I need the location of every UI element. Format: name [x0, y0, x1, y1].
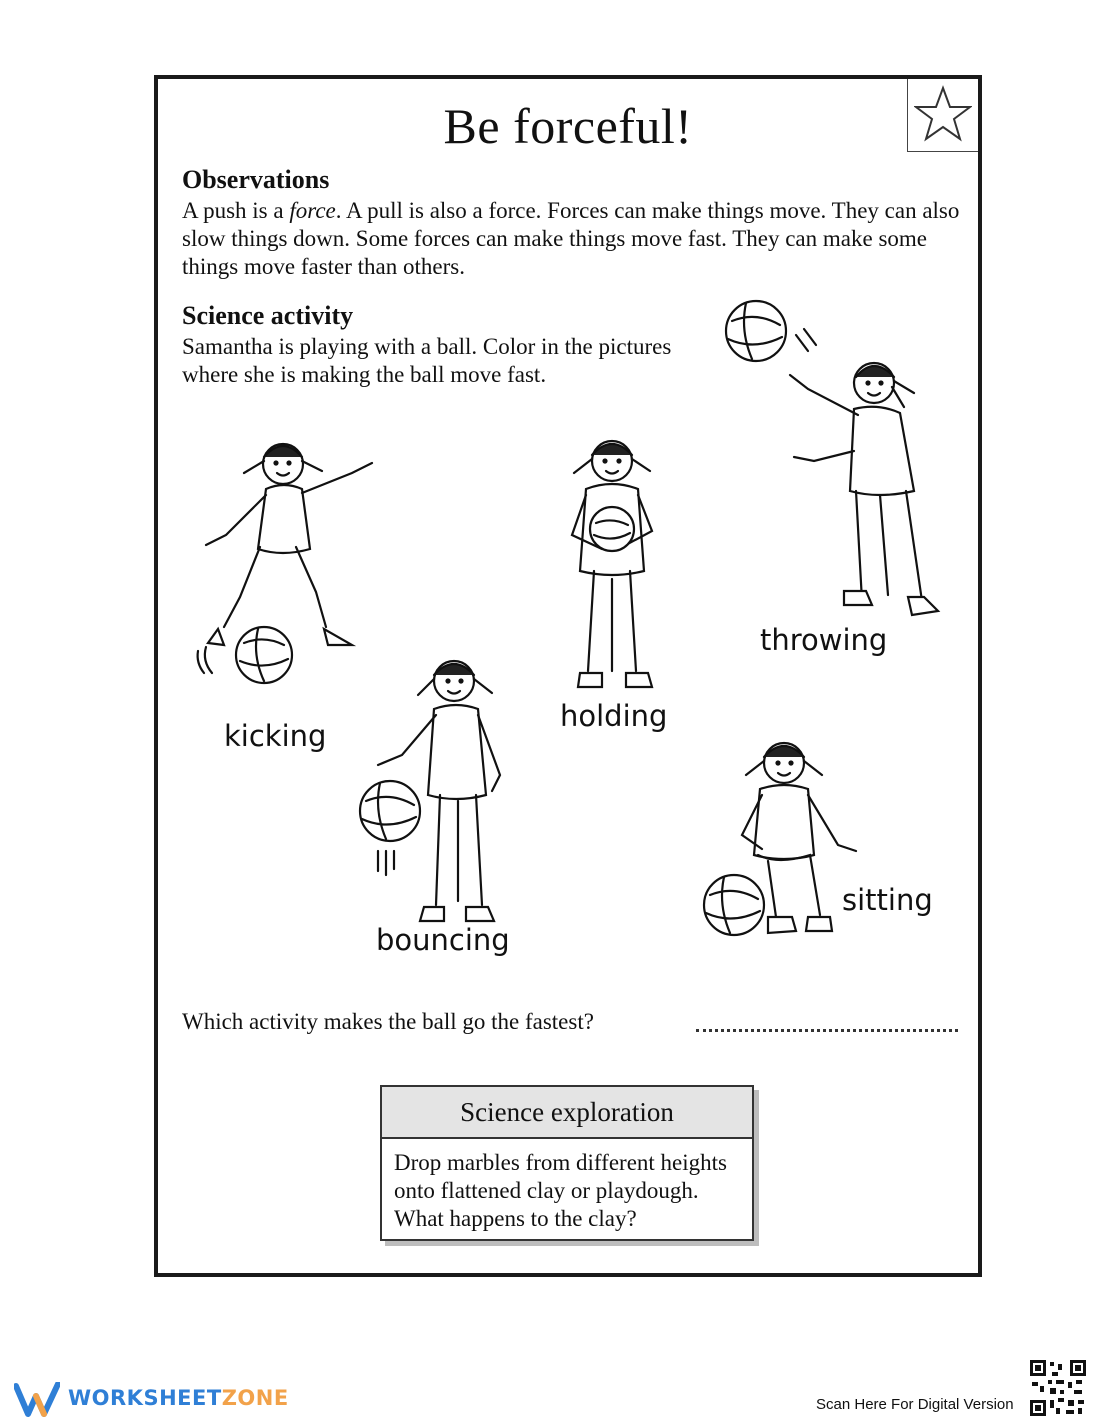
brand-logo[interactable] [14, 1382, 289, 1418]
observations-heading: Observations [182, 165, 330, 194]
observations-text: A push is a force. A pull is also a force. Forces can make things move. They can also slow things down. Some forces can make things move fast. They can make some things move faster than others. [182, 198, 960, 279]
page-title: Be forceful! [443, 98, 693, 154]
label-sitting: sitting [842, 883, 933, 917]
activity-text: Samantha is playing with a ball. Color in the pictures where she is making the ball move fast. [182, 334, 672, 387]
qr-code-icon[interactable] [1030, 1360, 1086, 1416]
scan-text: Scan Here For Digital Version [816, 1396, 1014, 1413]
force-emphasis: force [289, 198, 336, 223]
worksheetzone-logo-icon [14, 1382, 60, 1418]
worksheet-frame [154, 75, 982, 1277]
science-exploration-box [380, 1085, 754, 1241]
exploration-heading: Science exploration [382, 1087, 752, 1139]
activity-heading: Science activity [182, 301, 354, 330]
exploration-text: Drop marbles from different heights onto flattened clay or playdough. What happens to the clay? [394, 1150, 727, 1231]
sitting-illustration[interactable] [698, 731, 878, 951]
label-bouncing: bouncing [376, 923, 510, 957]
label-holding: holding [560, 699, 668, 733]
bouncing-illustration[interactable] [348, 645, 518, 935]
answer-line[interactable] [696, 1029, 958, 1032]
star-icon [914, 85, 972, 143]
question-text: Which activity makes the ball go the fastest? [182, 1009, 594, 1034]
label-kicking: kicking [224, 719, 327, 753]
holding-illustration[interactable] [544, 429, 684, 709]
star-badge [907, 79, 978, 152]
label-throwing: throwing [760, 623, 888, 657]
throwing-illustration[interactable] [718, 291, 958, 631]
brand-name: WORKSHEETZONE [68, 1386, 289, 1410]
